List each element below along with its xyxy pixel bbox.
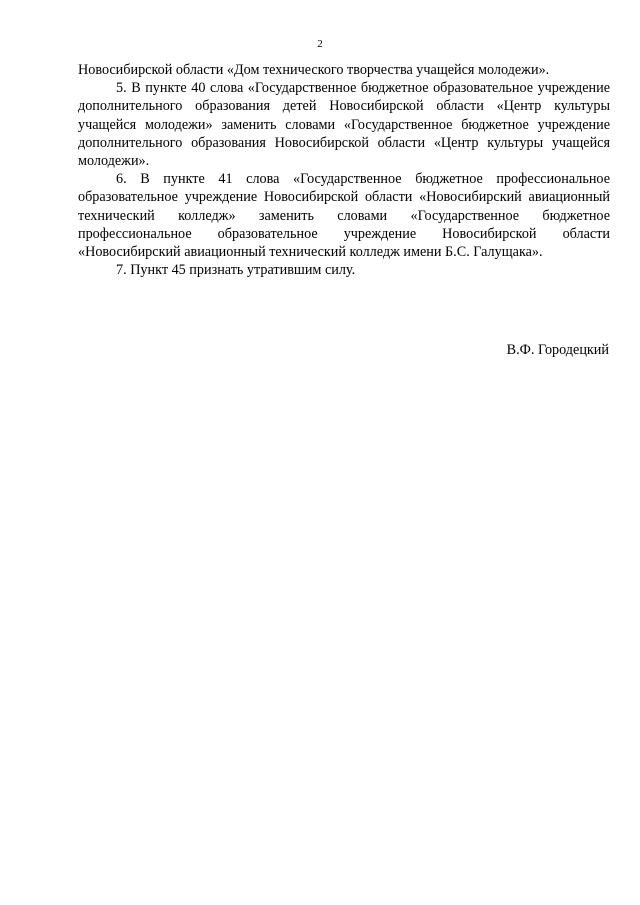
- paragraph-item-7: 7. Пункт 45 признать утратившим силу.: [116, 262, 356, 279]
- document-body: [78, 61, 610, 279]
- paragraph-continuation: Новосибирской области «Дом технического творчества учащейся молодежи».: [78, 62, 550, 78]
- signature-name: В.Ф. Городецкий: [506, 342, 609, 358]
- page-number: 2: [317, 38, 323, 50]
- paragraph-item-5: 5. В пункте 40 слова «Государственное бюджетное образовательное учреждение дополнительного образования детей Новосибирской области «Центр культуры учащейся молодежи» заменить словами «Государственное бюджетное учреждение дополнительного образования Новосибирской области «Центр культуры учащейся молодежи».: [78, 80, 610, 170]
- paragraph-item-6: 6. В пункте 41 слова «Государственное бюджетное профессиональное образовательное учреждение Новосибирской области «Новосибирский авиационный технический колледж» заменить словами «Государственное бюджетное профессиональное образовательное учреждение Новосибирской области «Новосибирский авиационный технический колледж имени Б.С. Галущака».: [78, 171, 610, 261]
